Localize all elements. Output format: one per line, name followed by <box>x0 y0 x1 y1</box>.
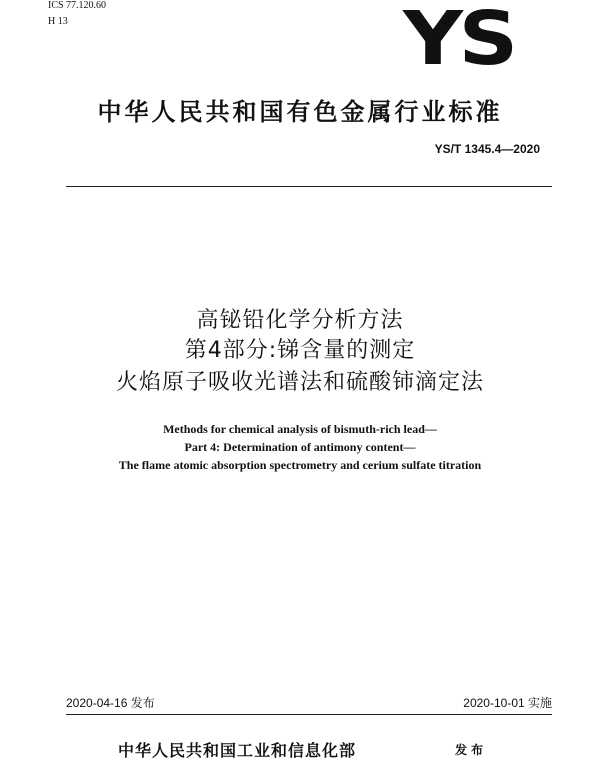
title-en-line3: The flame atomic absorption spectrometry and cerium sulfate titration <box>118 458 482 472</box>
publish-date: 2020-04-16 发布 <box>66 696 155 710</box>
ics-code: ICS 77.120.60 <box>48 0 107 11</box>
title-zh-line3: 火焰原子吸收光谱法和硫酸铈滴定法 <box>115 370 484 395</box>
issued-label: 发布 <box>455 743 488 757</box>
standard-number: YS/T 1345.4—2020 <box>434 142 540 156</box>
title-zh-line2: 第4部分:锑含量的测定 <box>184 338 416 363</box>
title-en-line1: Methods for chemical analysis of bismuth-rich lead— <box>163 422 437 436</box>
industry-standard-heading: 中华人民共和国有色金属行业标准 <box>97 98 503 126</box>
footer-divider <box>66 714 552 715</box>
ccs-code: H 13 <box>48 16 68 27</box>
title-zh-line1: 高铋铅化学分析方法 <box>196 308 404 333</box>
title-en-line2: Part 4: Determination of antimony content— <box>184 440 416 454</box>
issuing-authority: 中华人民共和国工业和信息化部 <box>118 741 357 760</box>
ys-logo: YS <box>403 0 514 82</box>
implement-date: 2020-10-01 实施 <box>463 696 552 710</box>
header-divider <box>66 186 552 187</box>
